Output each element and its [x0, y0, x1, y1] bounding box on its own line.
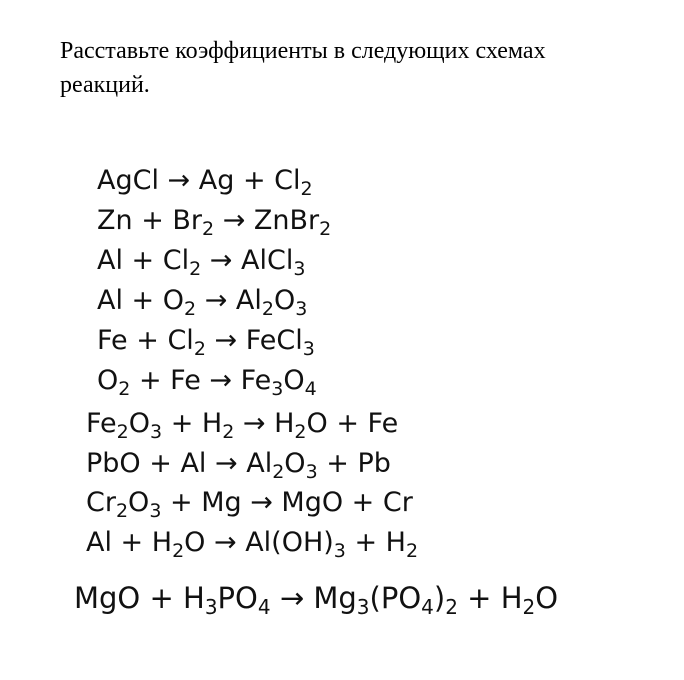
equation-4 — [97, 285, 308, 320]
subscript: 2 — [202, 218, 215, 240]
subscript: 3 — [150, 421, 163, 443]
formula-text: O — [284, 448, 306, 479]
subscript: 3 — [302, 338, 315, 360]
subscript: 4 — [421, 595, 434, 619]
equation-6 — [97, 365, 317, 400]
equation-3 — [97, 245, 306, 280]
formula-text: + Pb — [317, 448, 391, 479]
formula-text: + H — [162, 408, 223, 439]
formula-text: Cr — [86, 487, 116, 518]
formula-text: → FeCl — [205, 325, 303, 356]
subscript: 2 — [222, 421, 235, 443]
formula-text: O → Al(OH) — [184, 527, 334, 558]
formula-text: O — [128, 408, 151, 439]
equation-10 — [86, 527, 419, 562]
subscript: 3 — [204, 595, 218, 619]
subscript: 3 — [293, 258, 306, 280]
subscript: 3 — [356, 595, 370, 619]
formula-text: + H — [457, 581, 523, 615]
formula-text: → Al — [196, 285, 262, 316]
formula-text: MgO + H — [74, 581, 205, 615]
formula-text: Al + H — [86, 527, 173, 558]
subscript: 2 — [193, 338, 206, 360]
subscript: 3 — [149, 500, 162, 522]
formula-text: ) — [433, 581, 446, 615]
formula-text: O — [97, 365, 119, 396]
equation-11 — [74, 581, 559, 619]
formula-text: PO — [217, 581, 258, 615]
subscript: 2 — [300, 178, 313, 200]
subscript: 2 — [405, 540, 419, 562]
formula-text: → H — [234, 408, 295, 439]
subscript: 2 — [445, 595, 458, 619]
subscript: 4 — [257, 595, 271, 619]
formula-text: Al + O — [97, 285, 185, 316]
subscript: 4 — [304, 378, 317, 400]
formula-text: O — [283, 365, 305, 396]
formula-text: Fe — [86, 408, 117, 439]
formula-text: (PO — [369, 581, 422, 615]
equation-1 — [97, 165, 313, 200]
formula-text: PbO + Al → Al — [86, 448, 273, 479]
subscript: 2 — [184, 298, 197, 320]
equation-8 — [86, 448, 391, 483]
formula-text: Fe + Cl — [97, 325, 194, 356]
subscript: 3 — [295, 298, 308, 320]
subscript: 2 — [118, 378, 131, 400]
formula-text: Zn + Br — [97, 205, 203, 236]
subscript: 2 — [319, 218, 332, 240]
equation-5 — [97, 325, 315, 360]
formula-text: O — [273, 285, 296, 316]
subscript: 2 — [294, 421, 307, 443]
subscript: 3 — [305, 461, 318, 483]
subscript: 2 — [522, 595, 536, 619]
formula-text: AgCl → Ag + Cl — [97, 165, 301, 196]
equation-2 — [97, 205, 332, 240]
formula-text: + H — [345, 527, 406, 558]
subscript: 2 — [272, 461, 285, 483]
formula-text: → Mg — [270, 581, 357, 615]
formula-text: O — [128, 487, 150, 518]
subscript: 2 — [172, 540, 185, 562]
formula-text: + Fe → Fe — [130, 365, 272, 396]
formula-text: Al + Cl — [97, 245, 190, 276]
formula-text: O + Fe — [306, 408, 399, 439]
formula-text: + Mg → MgO + Cr — [161, 487, 413, 518]
subscript: 2 — [261, 298, 274, 320]
formula-text: → ZnBr — [214, 205, 320, 236]
task-instruction: Расставьте коэффициенты в следующих схемах реакций. — [60, 38, 546, 98]
subscript: 2 — [115, 500, 129, 522]
subscript: 3 — [271, 378, 284, 400]
subscript: 3 — [333, 540, 346, 562]
subscript: 2 — [116, 421, 129, 443]
formula-text: → AlCl — [201, 245, 294, 276]
subscript: 2 — [189, 258, 202, 280]
equation-9 — [86, 487, 413, 522]
formula-text: O — [535, 581, 559, 615]
equation-7 — [86, 408, 399, 443]
